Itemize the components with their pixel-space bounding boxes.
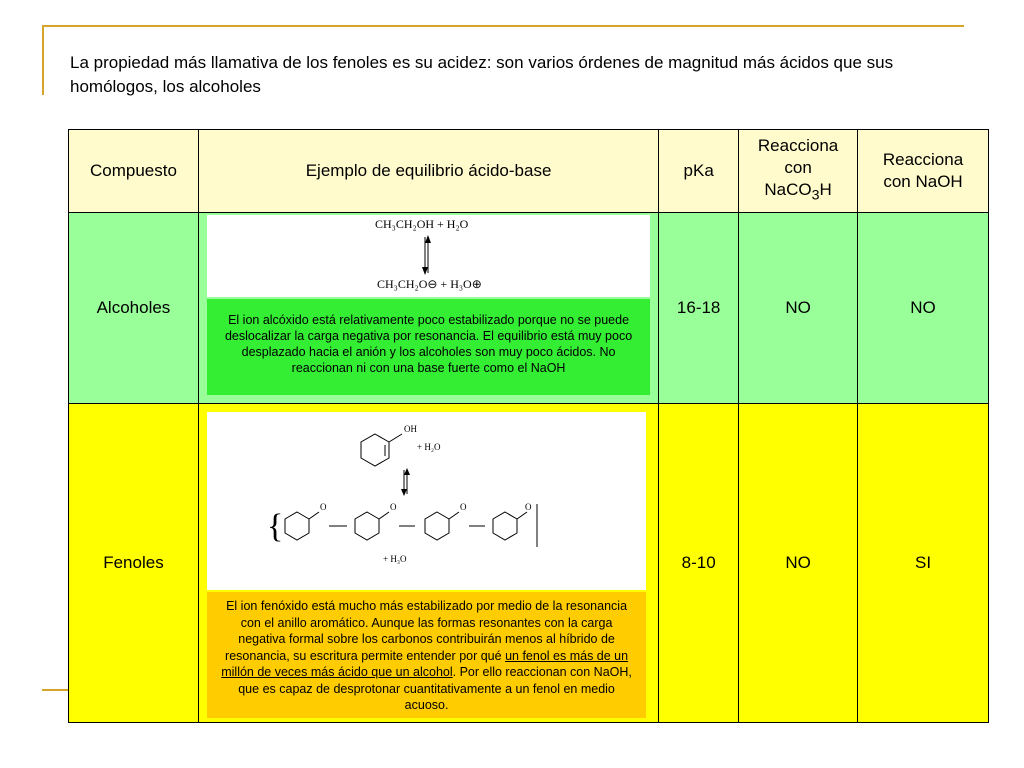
decorative-left-line [42, 25, 44, 95]
header-reacciona-naoh [858, 130, 989, 213]
table-row-alcoholes [69, 213, 989, 404]
alcohol-equation-bottom: CH₃CH₂O⊖ + H₃O⊕ [376, 277, 482, 291]
resonance-bond-1 [309, 512, 319, 519]
header-naco3h-line2: con [784, 158, 812, 178]
equilibrium-arrow-down [422, 267, 428, 275]
comparison-table [68, 129, 989, 723]
equilibrium-arrow-up [425, 235, 431, 243]
intro-text: La propiedad más llamativa de los fenoles es su acidez: son varios órdenes de magnitud más ácidos que sus homólogos, los alcoholes [70, 53, 894, 96]
cell-equilibrio-fenoles [198, 404, 658, 723]
cell-pka-fenoles: 8-10 [659, 404, 739, 723]
cell-naco3h-fenoles: NO [739, 404, 858, 723]
hydronium-product: + H₃O [382, 554, 407, 564]
resonance-ring-2 [355, 512, 379, 540]
header-naco3h-line3b: H [819, 180, 832, 200]
resonance-bond-4 [517, 512, 527, 519]
alcohol-equation-top: CH₃CH₂OH + H₂O [374, 217, 469, 231]
resonance-bracket-left: { [266, 508, 284, 545]
phenol-note-underlined: un fenol es más de un millón de veces más ácido que un alcohol [221, 648, 629, 679]
resonance-bond-3 [449, 512, 459, 519]
phenol-explanation-note [207, 592, 646, 718]
alcohol-explanation-note: El ion alcóxido está relativamente poco estabilizado porque no se puede deslocalizar la carga negativa por resonancia. El equilibrio está muy poco desplazado hacia el anión y los alcoholes son muy poco ácidos. No reaccionan ni con una base fuerte como el NaOH [207, 299, 650, 395]
header-naco3h-line3a: NaCO [764, 180, 812, 200]
header-reacciona-naco3h [739, 130, 858, 213]
resonance-o-label-1: O [319, 502, 327, 512]
cell-compuesto-fenoles: Fenoles [69, 404, 199, 723]
phenol-resonance-diagram [207, 412, 647, 590]
resonance-o-label-3: O [459, 502, 467, 512]
phenol-note-part2: . Por ello reaccionan con NaOH, que es capaz de desprotonar cuantitativamente a un fenol en medio acuoso. [238, 665, 632, 712]
header-naco3h-line1: Reacciona [757, 136, 839, 156]
alcohol-equation-box [207, 215, 650, 297]
header-naoh-text: Reacciona con NaOH [882, 150, 964, 191]
phenol-note-part1: El ion fenóxido está mucho más estabilizado por medio de la resonancia con el anillo aromático. Aunque las formas resonantes con la carga negativa formal sobre los carbonos contribuirán menos al híbrido de resonancia, su escritura permite entender por qué [225, 599, 628, 663]
phenol-arrow-down [401, 489, 407, 496]
header-pka: pKa [659, 130, 739, 213]
cell-compuesto-alcoholes: Alcoholes [69, 213, 199, 404]
resonance-ring-3 [425, 512, 449, 540]
decorative-top-line [42, 25, 964, 27]
cell-pka-alcoholes: 16-18 [659, 213, 739, 404]
header-naco3h-sub: 3 [811, 187, 820, 204]
phenol-oh-label: OH [403, 424, 417, 434]
table-row-fenoles [69, 404, 989, 723]
resonance-ring-1 [285, 512, 309, 540]
resonance-o-label-4: O [524, 502, 532, 512]
header-compuesto: Compuesto [69, 130, 199, 213]
resonance-o-label-2: O [389, 502, 397, 512]
header-ejemplo: Ejemplo de equilibrio ácido-base [198, 130, 658, 213]
table-header-row [69, 130, 989, 213]
water-reactant: + H₂O [416, 442, 441, 452]
cell-naoh-fenoles: SI [858, 404, 989, 723]
phenol-equation-box [207, 412, 646, 590]
resonance-bond-2 [379, 512, 389, 519]
resonance-ring-4 [493, 512, 517, 540]
cell-equilibrio-alcoholes [198, 213, 658, 404]
cell-naco3h-alcoholes: NO [739, 213, 858, 404]
cell-naoh-alcoholes: NO [858, 213, 989, 404]
phenol-arrow-up [404, 468, 410, 475]
alcohol-equilibrium-diagram [207, 215, 652, 297]
phenol-oh-bond [389, 434, 402, 442]
